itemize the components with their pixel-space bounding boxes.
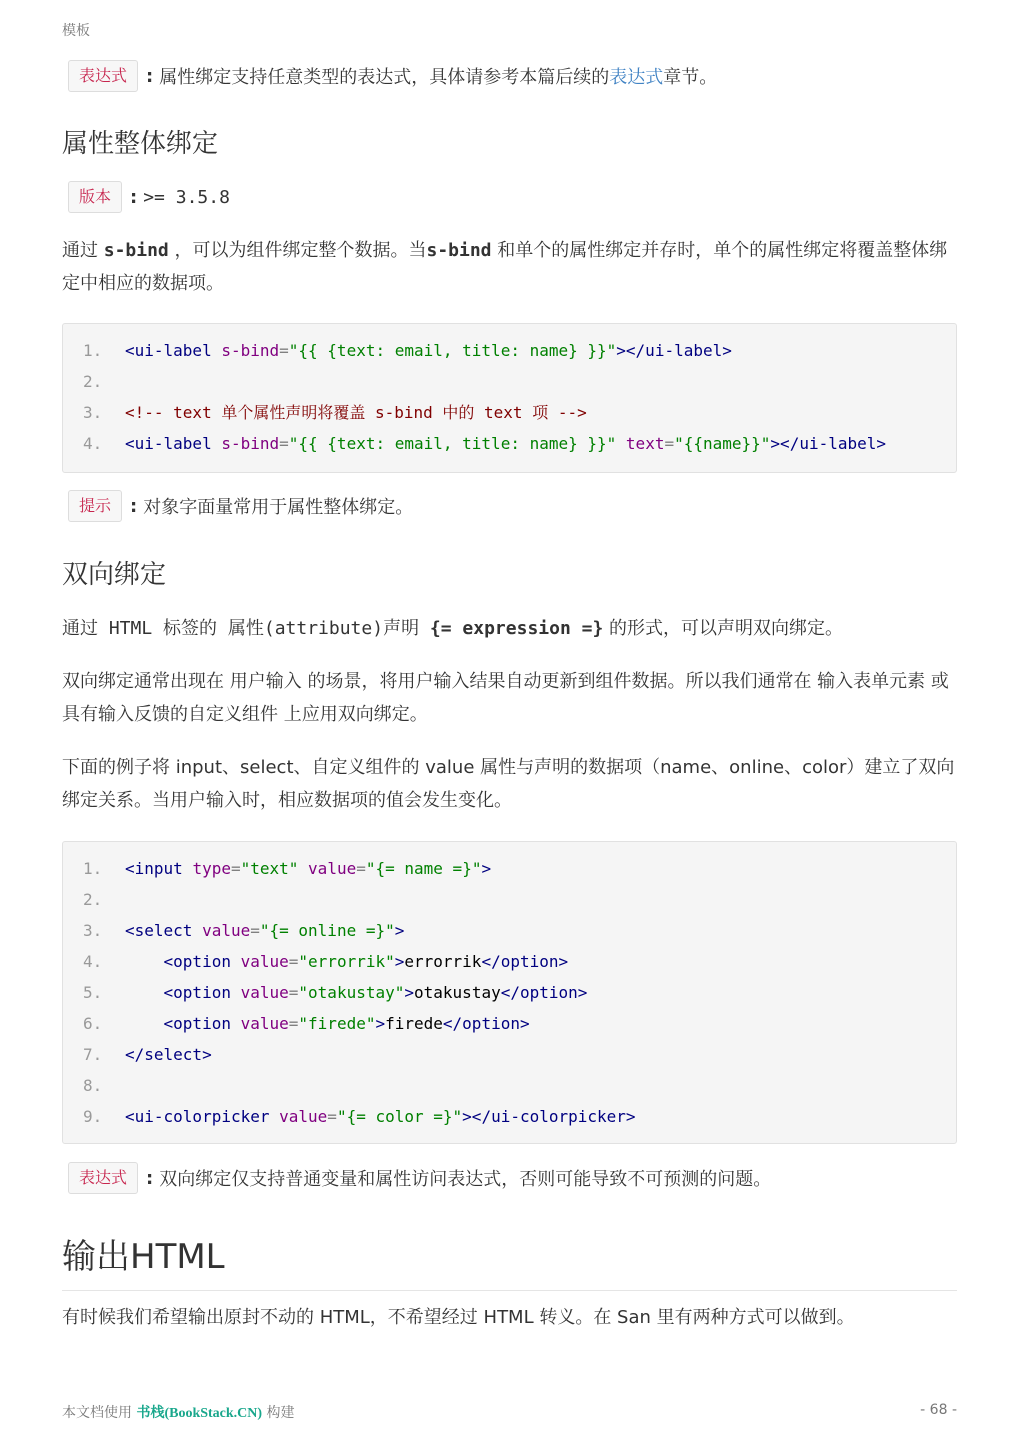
line-number: 7. — [83, 1045, 103, 1064]
tip-tag: 提示 — [68, 490, 122, 522]
two-way-paragraph-3: 下面的例子将 input、select、自定义组件的 value 属性与声明的数据项（name、online、color）建立了双向绑定关系。当用户输入时，相应数据项的值会发生变化。 — [62, 757, 955, 811]
expression-note — [62, 60, 957, 92]
line-number: 2. — [83, 372, 103, 391]
section-heading-two-way: 双向绑定 — [62, 560, 167, 590]
code-source: <option value="otakustay">otakustay</option> — [163, 983, 588, 1002]
version-value: >= 3.5.8 — [143, 186, 230, 208]
code-source: </select> — [125, 1045, 212, 1064]
code-source: <ui-label s-bind="{{ {text: email, title: name} }}"></ui-label> — [125, 341, 732, 360]
code-block-bind-all — [62, 323, 957, 473]
code-source: <select value="{= online =}"> — [125, 921, 405, 940]
bind-all-paragraph: 通过 s-bind ，可以为组件绑定整个数据。当s-bind 和单个的属性绑定并存时，单个的属性绑定将覆盖整体绑定中相应的数据项。 — [62, 240, 948, 294]
code-source: <ui-label s-bind="{{ {text: email, title: name} }}" text="{{name}}"></ui-label> — [125, 434, 887, 453]
code-source: <option value="firede">firede</option> — [163, 1014, 530, 1033]
inline-code: {= expression =} — [429, 618, 604, 639]
line-number: 8. — [83, 1076, 103, 1095]
line-number: 5. — [83, 983, 103, 1002]
line-number: 9. — [83, 1107, 103, 1126]
code-block-two-way — [62, 841, 957, 1144]
line-number: 3. — [83, 921, 103, 940]
expression-note-two-way — [62, 1162, 957, 1194]
colon: : — [130, 186, 138, 208]
note-text: 双向绑定仅支持普通变量和属性访问表达式，否则可能导致不可预测的问题。 — [159, 1169, 772, 1190]
two-way-paragraph-2: 双向绑定通常出现在 用户输入 的场景，将用户输入结果自动更新到组件数据。所以我们通常在 输入表单元素 或 具有输入反馈的自定义组件 上应用双向绑定。 — [62, 671, 949, 725]
line-number: 3. — [83, 403, 103, 422]
expression-link[interactable]: 表达式 — [609, 67, 664, 88]
page-number: - 68 - — [920, 1402, 957, 1418]
version-note — [62, 181, 957, 213]
two-way-paragraph-1: 通过 HTML 标签的 属性(attribute)声明 {= expression =} 的形式，可以声明双向绑定。 — [62, 618, 844, 639]
inline-code: s-bind — [426, 240, 492, 261]
colon: : — [146, 1167, 154, 1189]
colon: : — [146, 65, 154, 87]
code-source: <ui-colorpicker value="{= color =}"></ui-colorpicker> — [125, 1107, 636, 1126]
tip-note — [62, 490, 957, 522]
line-number: 1. — [83, 341, 103, 360]
expression-tag: 表达式 — [68, 60, 138, 92]
section-heading-bind-all: 属性整体绑定 — [62, 129, 219, 159]
line-number: 4. — [83, 434, 103, 453]
section-heading-output-wrap — [62, 1229, 957, 1291]
colon: : — [130, 495, 138, 517]
tip-text: 对象字面量常用于属性整体绑定。 — [143, 497, 414, 518]
line-number: 6. — [83, 1014, 103, 1033]
section-heading-output: 输出HTML — [62, 1237, 225, 1277]
inline-code: s-bind — [103, 240, 169, 261]
code-source: <option value="errorrik">errorrik</option> — [163, 952, 569, 971]
bookstack-link[interactable]: 书栈(BookStack.CN) — [136, 1406, 263, 1421]
line-number: 2. — [83, 890, 103, 909]
note-text: 属性绑定支持任意类型的表达式，具体请参考本篇后续的表达式章节。 — [159, 67, 718, 88]
expression-tag: 表达式 — [68, 1162, 138, 1194]
version-tag: 版本 — [68, 181, 122, 213]
line-number: 4. — [83, 952, 103, 971]
page-header-title: 模板 — [62, 23, 90, 39]
line-number: 1. — [83, 859, 103, 878]
output-paragraph: 有时候我们希望输出原封不动的 HTML，不希望经过 HTML 转义。在 San 里有两种方式可以做到。 — [62, 1307, 855, 1328]
code-source: <input type="text" value="{= name =}"> — [125, 859, 492, 878]
code-source: <!-- text 单个属性声明将覆盖 s-bind 中的 text 项 --> — [125, 403, 587, 422]
footer-credit: 本文档使用 书栈(BookStack.CN) 构建 — [62, 1405, 295, 1421]
